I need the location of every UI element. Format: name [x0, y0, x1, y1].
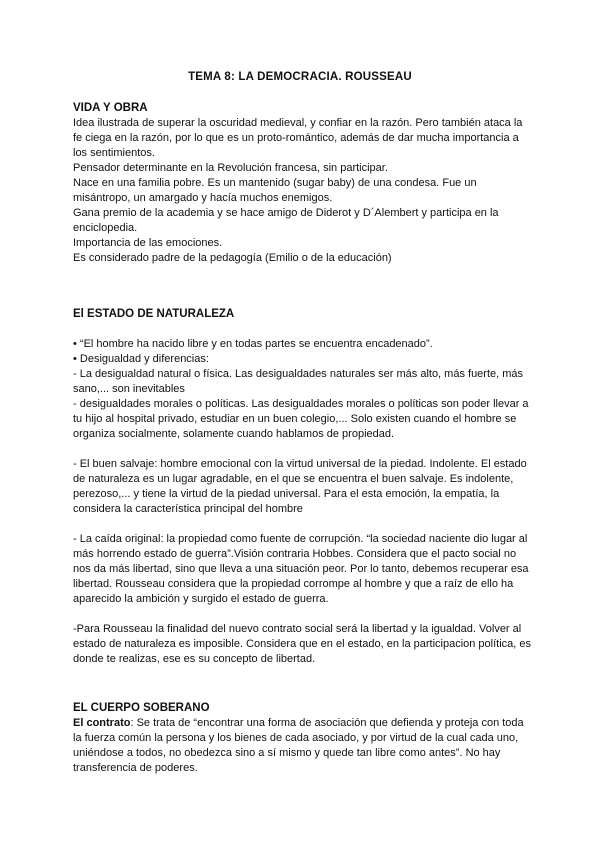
contrato-label: El contrato [73, 717, 131, 729]
spacer [73, 322, 531, 337]
section-heading-estado: El ESTADO DE NATURALEZA [73, 308, 235, 320]
paragraph [73, 716, 531, 776]
spacer [73, 517, 531, 532]
contrato-text: : Se trata de “encontrar una forma de asociación que defienda y proteja con toda la fuerza común la persona y los bienes de cada asociado, y por virtud de la cual cada uno, uniéndose a todos, no obedezca sino a sí mismo y quede tan libre como antes”. No hay transferencia de poderes. [73, 717, 524, 774]
paragraph: - La caída original: la propiedad como fuente de corrupción. “la sociedad naciente dio lugar al más horrendo estado de guerra”.Visión contraria Hobbes. Considera que el pacto social no nos da más libertad, sino que lleva a una situación peor. Por lo tanto, debemos recuperar esa libertad. Rousseau considera que la propiedad corrompe al hombre y que a raíz de ello ha aparecido la ambición y surgido el estado de guerra. [73, 533, 529, 605]
section-heading-cuerpo: EL CUERPO SOBERANO [73, 702, 210, 714]
section-heading-vida: VIDA Y OBRA [73, 102, 148, 114]
section-estado-naturaleza [73, 307, 531, 667]
section-cuerpo-soberano [73, 701, 531, 776]
paragraph: Gana premio de la academia y se hace amigo de Diderot y D´Alembert y participa en la enciclopedia. [73, 207, 499, 234]
bullet-item: • Desigualdad y diferencias: [73, 353, 209, 365]
paragraph: Importancia de las emociones. [73, 237, 223, 249]
paragraph: - El buen salvaje: hombre emocional con la virtud universal de la piedad. Indolente. El estado de naturaleza es un lugar agradable, en el que se encuentra el buen salvaje. Es indolente, perezoso,... y tiene la virtud de la piedad universal. Para el esta emoción, la empatía, la considera la característica principal del hombre [73, 458, 527, 515]
section-vida-y-obra [73, 101, 531, 266]
paragraph: -Para Rousseau la finalidad del nuevo contrato social será la libertad y la igualdad. Volver al estado de naturaleza es imposible. Considera que en el estado, en la participacion política, es donde te realizas, ese es su concepto de libertad. [73, 623, 532, 665]
bullet-item: • “El hombre ha nacido libre y en todas partes se encuentra encadenado”. [73, 338, 433, 350]
paragraph: Pensador determinante en la Revolución francesa, sin participar. [73, 162, 388, 174]
paragraph: - La desigualdad natural o física. Las desigualdades naturales ser más alto, más fuerte, más sano,... son inevitables [73, 368, 524, 395]
paragraph: - desigualdades morales o políticas. Las desigualdades morales o políticas son poder llevar a tu hijo al hospital privado, estudiar en un buen colegio,... Solo existen cuando el hombre se organiza socialmente, solamente cuando hablamos de propiedad. [73, 398, 529, 440]
paragraph: Es considerado padre de la pedagogía (Emilio o de la educación) [73, 252, 392, 264]
document-title: TEMA 8: LA DEMOCRACIA. ROUSSEAU [188, 71, 412, 83]
spacer [73, 442, 531, 457]
spacer [73, 607, 531, 622]
paragraph: Idea ilustrada de superar la oscuridad medieval, y confiar en la razón. Pero también ataca la fe ciega en la razón, por lo que es un proto-romántico, además de dar mucha importancia a los sentimientos. [73, 117, 523, 159]
paragraph: Nace en una familia pobre. Es un mantenido (sugar baby) de una condesa. Fue un misántropo, un amargado y hacía muchos enemigos. [73, 177, 477, 204]
